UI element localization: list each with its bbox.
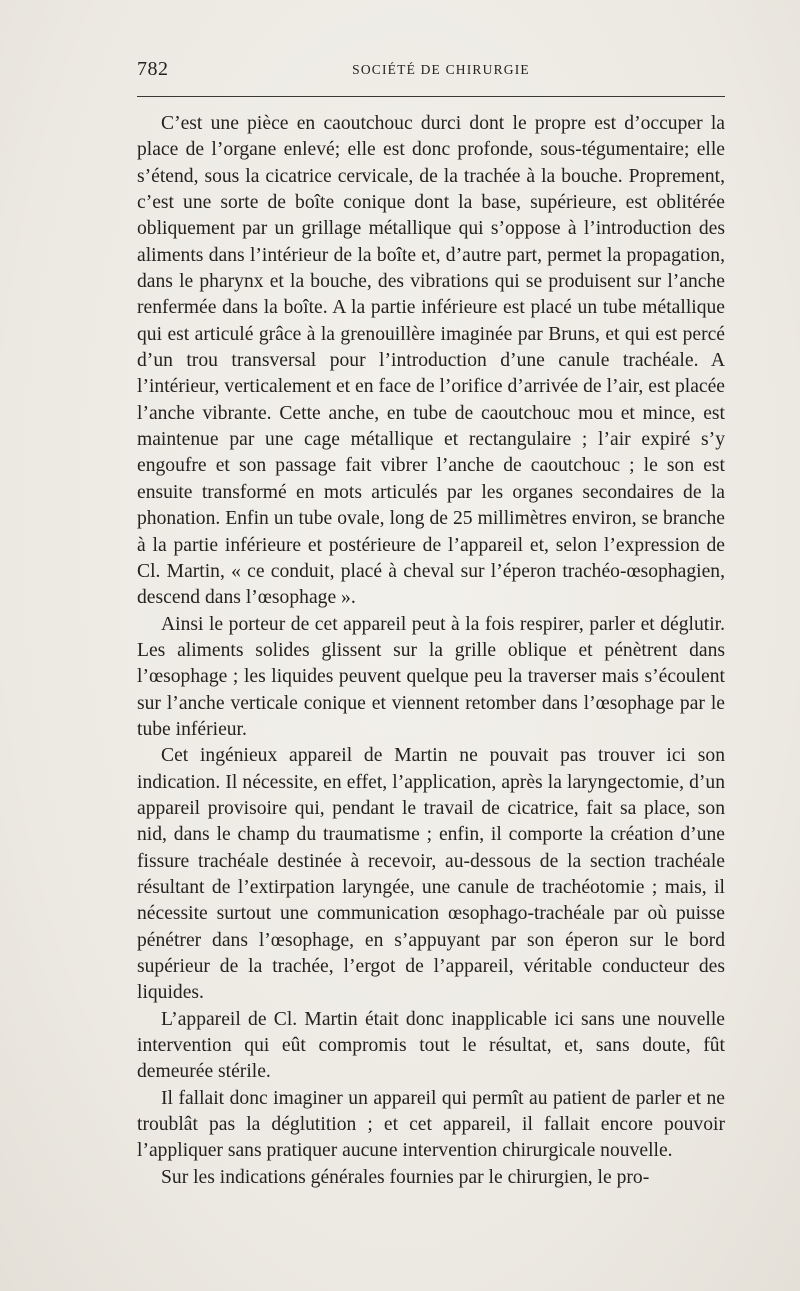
page-number: 782 [137, 58, 169, 80]
running-head: SOCIÉTÉ DE CHIRURGIE [352, 62, 530, 77]
body-text [137, 111, 725, 1191]
paragraph: L’appareil de Cl. Martin était donc inapplicable ici sans une nouvelle intervention qui eût compromis tout le résultat, et, sans doute, fût demeurée stérile. [137, 1008, 725, 1083]
paragraph: Sur les indications générales fournies par le chirurgien, le pro- [161, 1166, 650, 1188]
paragraph: C’est une pièce en caoutchouc durci dont le propre est d’occuper la place de l’organe enlevé; elle est donc profonde, sous-tégumentaire; elle s’étend, sous la cicatrice cervicale, de la trachée à la bouche. Proprement, c’est une sorte de boîte conique dont la base, supérieure, est oblitérée obliquement par un grillage métallique qui s’oppose à l’introduction des aliments dans l’intérieur de la boîte et, d’autre part, permet la propagation, dans le pharynx et la bouche, des vibrations qui se produisent sur l’anche renfermée dans la boîte. A la partie inférieure est placé un tube métallique qui est articulé grâce à la grenouillère imaginée par Bruns, et qui est percé d’un trou transversal pour l’introduction d’une canule trachéale. A l’intérieur, verticalement et en face de l’orifice d’arrivée de l’air, est placée l’anche vibrante. Cette anche, en tube de caoutchouc mou et mince, est maintenue par une cage métallique et rectangulaire ; l’air expiré s’y engoufre et son passage fait vibrer l’anche de caoutchouc ; le son est ensuite transformé en mots articulés par les organes secondaires de la phonation. Enfin un tube ovale, long de 25 millimètres environ, se branche à la partie inférieure et postérieure de l’appareil et, selon l’expression de Cl. Martin, « ce conduit, placé à cheval sur l’éperon trachéo-œsophagien, descend dans l’œsophage ». [137, 113, 725, 609]
header-rule [137, 96, 725, 97]
paragraph: Il fallait donc imaginer un appareil qui permît au patient de parler et ne troublât pas la déglutition ; et cet appareil, il fallait encore pouvoir l’appliquer sans pratiquer aucune intervention chirurgicale nouvelle. [137, 1087, 725, 1162]
paragraph: Cet ingénieux appareil de Martin ne pouvait pas trouver ici son indication. Il nécessite, en effet, l’application, après la laryngectomie, d’un appareil provisoire qui, pendant le travail de cicatrice, fait sa place, son nid, dans le champ du traumatisme ; enfin, il comporte la création d’une fissure trachéale destinée à recevoir, au-dessous de la section trachéale résultant de l’extirpation laryngée, une canule de trachéotomie ; mais, il nécessite surtout une communication œsophago-trachéale par où puisse pénétrer dans l’œsophage, en s’appuyant par son éperon sur le bord supérieur de la trachée, l’ergot de l’appareil, véritable conducteur des liquides. [137, 745, 725, 1004]
paragraph: Ainsi le porteur de cet appareil peut à la fois respirer, parler et déglutir. Les aliments solides glissent sur la grille oblique et pénètrent dans l’œsophage ; les liquides peuvent quelque peu la traverser mais s’écoulent sur l’anche verticale conique et viennent retomber dans l’œsophage par le tube inférieur. [137, 613, 725, 740]
page-header [137, 58, 725, 84]
